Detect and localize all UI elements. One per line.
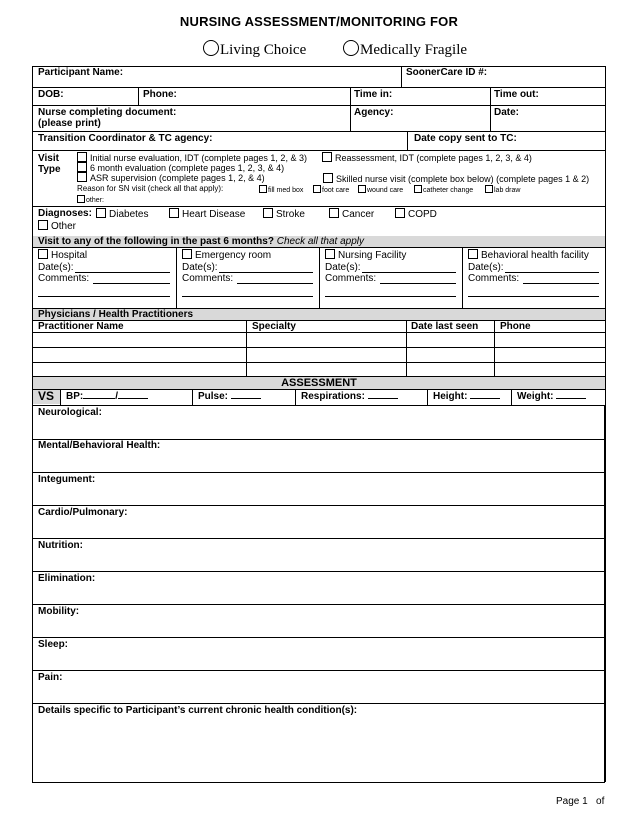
visit-6month-option[interactable]: 6 month evaluation (complete pages 1, 2, 3, & 4) — [77, 162, 284, 173]
checkbox-icon[interactable] — [358, 185, 366, 193]
assessment-sections-box — [32, 405, 605, 783]
diagnosis-stroke[interactable]: Stroke — [263, 208, 305, 220]
reason-catheter-change[interactable]: catheter change — [414, 185, 473, 194]
bh-comments-label: Comments: — [468, 273, 520, 284]
pain-field[interactable]: Pain: — [38, 672, 63, 683]
cardio-pulmonary-field[interactable]: Cardio/Pulmonary: — [38, 507, 128, 518]
visit-asr-option[interactable]: ASR supervision (complete pages 1, 2, & 4) — [77, 172, 265, 183]
participant-name-field[interactable]: Participant Name: — [38, 67, 124, 78]
col-specialty: Specialty — [252, 321, 296, 332]
elimination-field[interactable]: Elimination: — [38, 573, 96, 584]
diagnoses-row: Diagnoses: — [38, 208, 92, 219]
bp-field[interactable]: BP: / — [66, 391, 148, 402]
type-label: Type — [38, 164, 61, 175]
program-options — [0, 40, 638, 62]
er-comments-input[interactable] — [237, 283, 313, 284]
checkbox-icon[interactable] — [329, 208, 339, 218]
assessment-heading: ASSESSMENT — [281, 377, 357, 389]
hospital-comments-input[interactable] — [93, 283, 170, 284]
pulse-field[interactable]: Pulse: — [198, 391, 261, 402]
program-living-choice[interactable]: Living Choice — [203, 40, 306, 59]
er-dates-label: Date(s): — [182, 262, 218, 273]
radio-circle-icon[interactable] — [343, 40, 359, 56]
nutrition-field[interactable]: Nutrition: — [38, 540, 83, 551]
visit-skilled-option[interactable]: Skilled nurse visit (complete box below) (complete pages 1 & 2) — [323, 173, 589, 184]
checkbox-icon[interactable] — [414, 185, 422, 193]
neurological-field[interactable]: Neurological: — [38, 407, 102, 418]
col-practitioner-name: Practitioner Name — [38, 321, 124, 332]
col-phone: Phone — [500, 321, 531, 332]
diagnosis-diabetes[interactable]: Diabetes — [96, 208, 148, 220]
checkbox-icon[interactable] — [77, 172, 87, 182]
hospital-dates-label: Date(s): — [38, 262, 74, 273]
reason-other[interactable]: other: — [77, 195, 104, 204]
mobility-field[interactable]: Mobility: — [38, 606, 80, 617]
nf-comments-input[interactable] — [380, 283, 456, 284]
visit-emergency-room[interactable]: Emergency room — [182, 249, 271, 261]
page-number: Page 1 of — [556, 796, 605, 807]
visit-behavioral-health[interactable]: Behavioral health facility — [468, 249, 589, 261]
hospital-dates-input[interactable] — [75, 272, 170, 273]
checkbox-icon[interactable] — [77, 195, 85, 203]
diagnosis-heart-disease[interactable]: Heart Disease — [169, 208, 245, 220]
visits-heading: Visit to any of the following in the past 6 months? Check all that apply — [38, 236, 364, 247]
tc-agency-field[interactable]: Transition Coordinator & TC agency: — [38, 133, 213, 144]
checkbox-icon[interactable] — [77, 152, 87, 162]
weight-field[interactable]: Weight: — [517, 391, 586, 402]
physicians-heading: Physicians / Health Practitioners — [38, 309, 194, 320]
table-row[interactable] — [32, 362, 605, 363]
reason-fill-med-box[interactable]: fill med box — [259, 185, 303, 194]
frame-right — [605, 66, 606, 782]
visit-reassessment-option[interactable]: Reassessment, IDT (complete pages 1, 2, 3, & 4) — [322, 152, 532, 163]
chronic-condition-details-field[interactable]: Details specific to Participant’s current chronic health condition(s): — [38, 705, 358, 716]
time-out-field[interactable]: Time out: — [494, 89, 539, 100]
form-title: NURSING ASSESSMENT/MONITORING FOR — [179, 14, 459, 29]
reason-label: Reason for SN visit (check all that apply): — [77, 184, 224, 193]
checkbox-icon[interactable] — [77, 162, 87, 172]
mental-health-field[interactable]: Mental/Behavioral Health: — [38, 440, 161, 451]
date-copy-sent-field[interactable]: Date copy sent to TC: — [414, 133, 517, 144]
checkbox-icon[interactable] — [169, 208, 179, 218]
agency-field[interactable]: Agency: — [354, 107, 394, 118]
col-date-last-seen: Date last seen — [411, 321, 479, 332]
dob-field[interactable]: DOB: — [38, 89, 64, 100]
phone-field[interactable]: Phone: — [143, 89, 177, 100]
respirations-field[interactable]: Respirations: — [301, 391, 398, 402]
visit-nursing-facility[interactable]: Nursing Facility — [325, 249, 406, 261]
hospital-comments-label: Comments: — [38, 273, 90, 284]
visit-hospital[interactable]: Hospital — [38, 249, 87, 261]
diagnosis-cancer[interactable]: Cancer — [329, 208, 374, 220]
nf-dates-label: Date(s): — [325, 262, 361, 273]
er-comments-label: Comments: — [182, 273, 234, 284]
checkbox-icon[interactable] — [325, 249, 335, 259]
reason-wound-care[interactable]: wound care — [358, 185, 403, 194]
vs-label: VS — [38, 389, 55, 403]
visit-label: Visit — [38, 153, 59, 164]
checkbox-icon[interactable] — [182, 249, 192, 259]
height-field[interactable]: Height: — [433, 391, 500, 402]
diagnosis-copd[interactable]: COPD — [395, 208, 437, 220]
checkbox-icon[interactable] — [263, 208, 273, 218]
reason-lab-draw[interactable]: lab draw — [485, 185, 520, 194]
please-print-note: (please print) — [38, 118, 101, 129]
checkbox-icon[interactable] — [395, 208, 405, 218]
checkbox-icon[interactable] — [468, 249, 478, 259]
nf-comments-label: Comments: — [325, 273, 377, 284]
checkbox-icon[interactable] — [38, 249, 48, 259]
time-in-field[interactable]: Time in: — [354, 89, 393, 100]
nurse-document-field[interactable]: Nurse completing document: — [38, 107, 177, 118]
program-medically-fragile[interactable]: Medically Fragile — [343, 40, 467, 59]
checkbox-icon[interactable] — [485, 185, 493, 193]
bh-dates-label: Date(s): — [468, 262, 504, 273]
checkbox-icon[interactable] — [96, 208, 106, 218]
radio-circle-icon[interactable] — [203, 40, 219, 56]
checkbox-icon[interactable] — [259, 185, 267, 193]
visit-initial-option[interactable]: Initial nurse evaluation, IDT (complete pages 1, 2, & 3) — [77, 152, 307, 163]
reason-foot-care[interactable]: foot care — [313, 185, 349, 194]
table-row[interactable] — [32, 347, 605, 348]
checkbox-icon[interactable] — [38, 220, 48, 230]
checkbox-icon[interactable] — [313, 185, 321, 193]
sleep-field[interactable]: Sleep: — [38, 639, 69, 650]
checkbox-icon[interactable] — [323, 173, 333, 183]
integument-field[interactable]: Integument: — [38, 474, 96, 485]
bh-comments-input[interactable] — [523, 283, 599, 284]
checkbox-icon[interactable] — [322, 152, 332, 162]
diagnosis-other[interactable]: Other — [38, 220, 76, 232]
soonercare-id-field[interactable]: SoonerCare ID #: — [406, 67, 488, 78]
date-field[interactable]: Date: — [494, 107, 520, 118]
